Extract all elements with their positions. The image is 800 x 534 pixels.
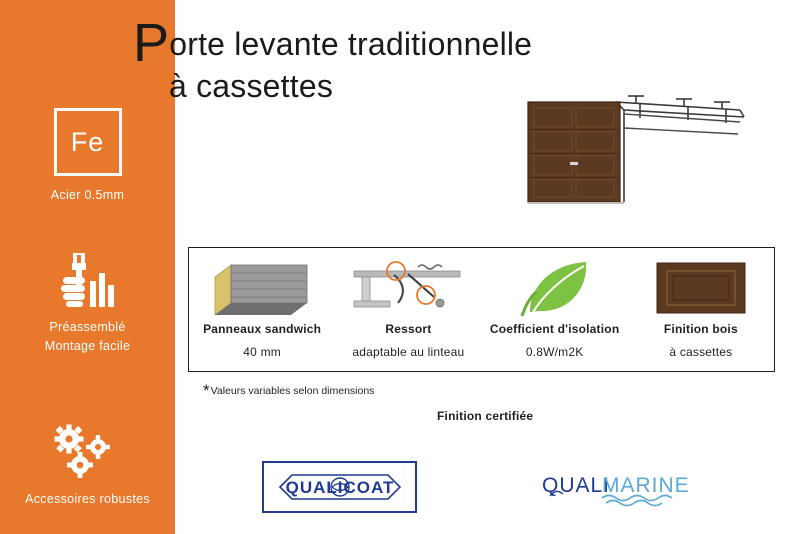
fe-steel-icon	[54, 108, 122, 176]
fe-badge-label: Fe	[70, 126, 105, 157]
svg-text:QUALICOAT: QUALICOAT	[285, 478, 394, 497]
svg-text:QUALI: QUALI	[542, 474, 611, 497]
feature-sandwich-panel	[189, 248, 335, 371]
spring-mechanism-icon	[335, 254, 481, 322]
title-line2: à cassettes	[169, 68, 334, 104]
qualimarine-logo	[540, 466, 715, 510]
garage-door-illustration	[512, 84, 752, 224]
qualicoat-logo	[262, 461, 417, 513]
sidebar-item-assembly-label2: Montage facile	[44, 339, 131, 353]
sidebar-item-accessories	[0, 420, 175, 509]
wood-finish-icon	[628, 254, 774, 322]
sandwich-panel-icon	[189, 254, 335, 322]
feature-title: Coefficient d'isolation	[489, 322, 620, 336]
feature-insulation	[482, 248, 628, 371]
title-dropcap: P	[133, 13, 170, 73]
feature-sub: 0.8W/m2K	[525, 345, 584, 359]
feature-sub: adaptable au linteau	[352, 345, 465, 359]
sidebar-item-assembly	[0, 248, 175, 356]
feature-wood-finish	[628, 248, 774, 371]
feature-sub: à cassettes	[669, 345, 733, 359]
feature-title: Panneaux sandwich	[203, 322, 322, 336]
footnote-text: Valeurs variables selon dimensions	[210, 385, 375, 397]
title-line1: orte levante traditionnelle	[169, 26, 533, 62]
feature-title: Ressort	[385, 322, 432, 336]
green-leaf-icon	[482, 254, 628, 322]
feature-spring	[335, 248, 481, 371]
feature-sub: 40 mm	[243, 345, 281, 359]
sidebar-item-steel-label: Acier 0.5mm	[50, 188, 125, 202]
wrench-assembly-icon	[0, 248, 175, 310]
features-box	[188, 247, 775, 372]
certification-label: Finition certifiée	[437, 409, 534, 423]
sidebar-item-assembly-label: Préassemblé	[49, 320, 126, 334]
gears-icon	[0, 420, 175, 482]
sidebar-item-accessories-label: Accessoires robustes	[25, 492, 150, 506]
footnote-star: *	[203, 381, 210, 400]
footnote	[203, 381, 374, 401]
feature-title: Finition bois	[663, 322, 738, 336]
sidebar-item-steel	[0, 108, 175, 205]
svg-text:MARINE: MARINE	[602, 474, 690, 497]
